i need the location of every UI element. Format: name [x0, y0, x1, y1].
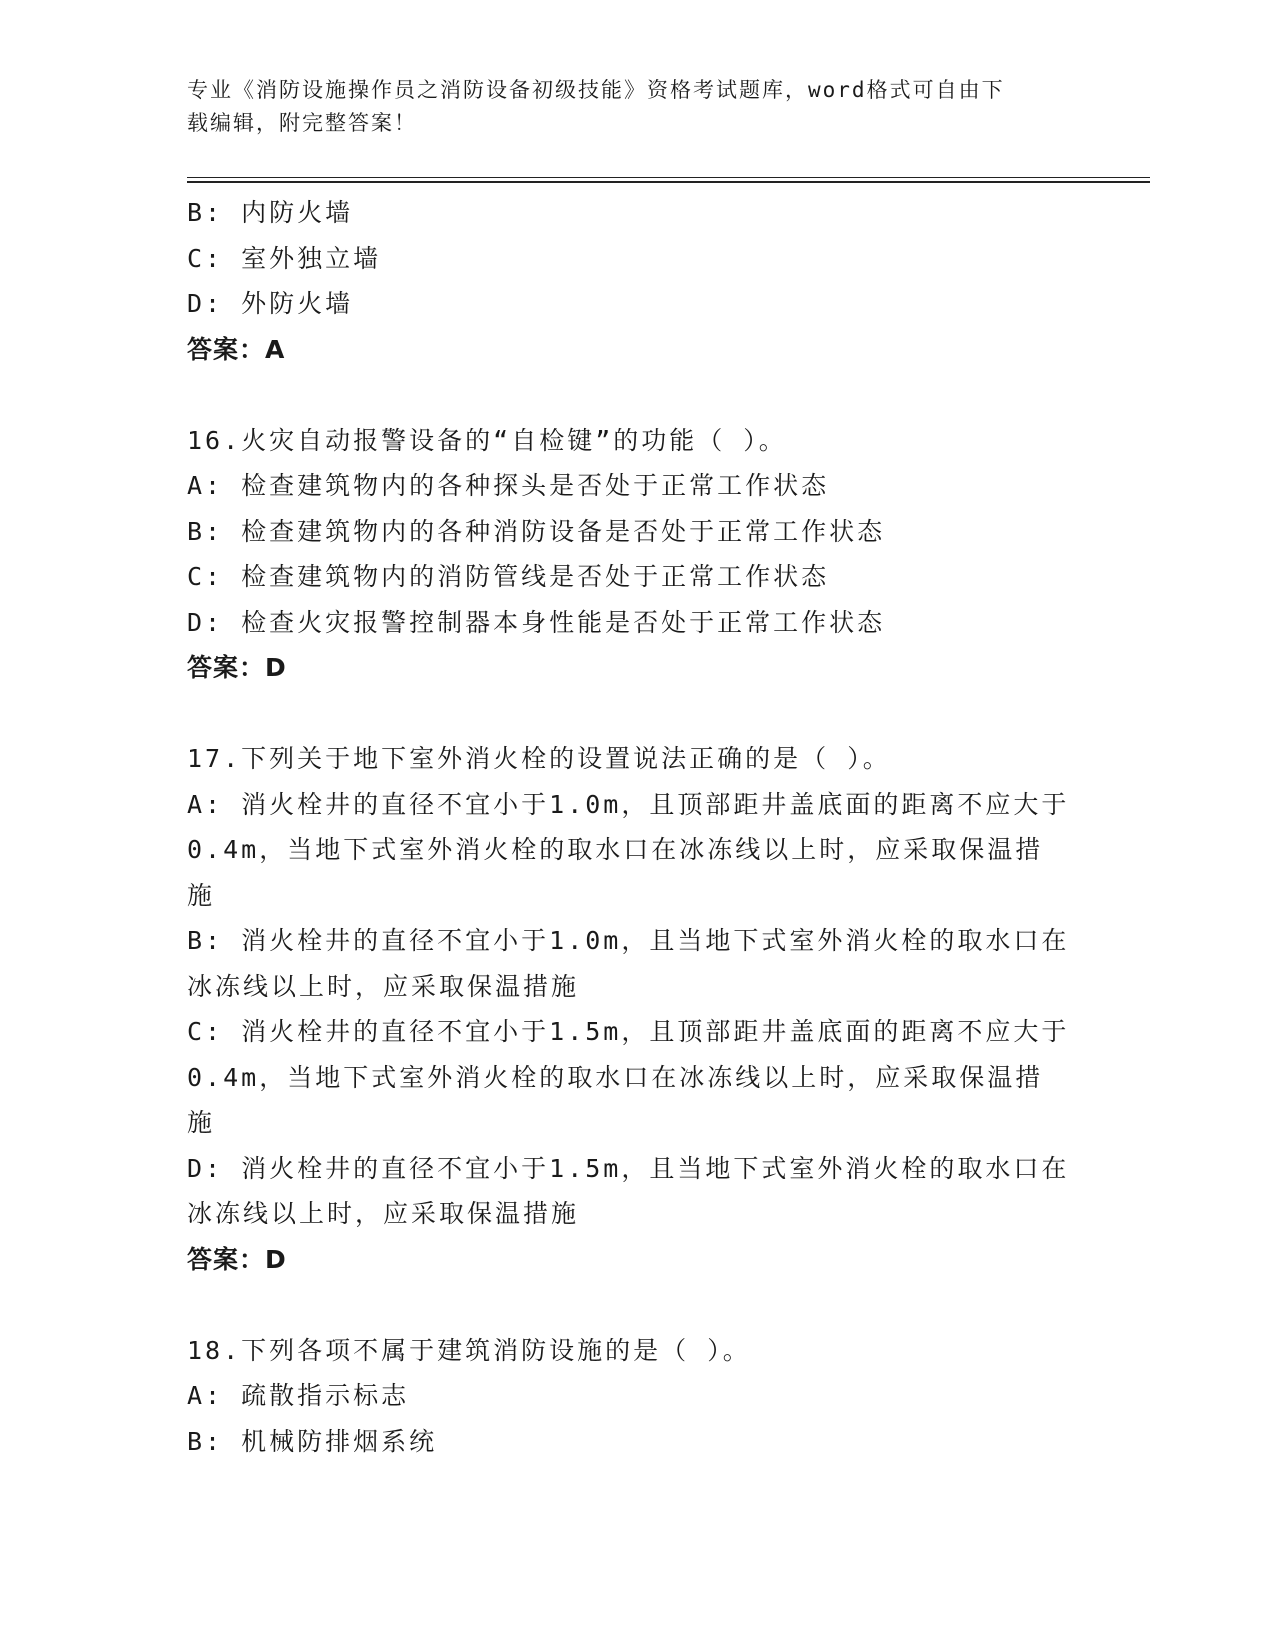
option-d: D: 外防火墙	[187, 289, 354, 318]
answer-line: 答案：D	[187, 1244, 287, 1274]
option-d: D: 检查火灾报警控制器本身性能是否处于正常工作状态	[187, 607, 886, 637]
header-divider-thin	[187, 177, 1150, 178]
option-b-line-2: 冰冻线以上时，应采取保温措施	[187, 971, 580, 1001]
answer-line: 答案：D	[187, 653, 287, 682]
question-text: 17.下列关于地下室外消火栓的设置说法正确的是（ ）。	[187, 744, 891, 773]
question-text: 16.火灾自动报警设备的“自检键”的功能（ ）。	[187, 425, 787, 455]
question-text: 18.下列各项不属于建筑消防设施的是（ ）。	[187, 1335, 751, 1365]
option-d-line-1: D: 消火栓井的直径不宜小于1.5m，且当地下式室外消火栓的取水口在	[187, 1153, 1070, 1183]
option-c-line-1: C: 消火栓井的直径不宜小于1.5m，且顶部距井盖底面的距离不应大于	[187, 1017, 1070, 1046]
option-b-line-1: B: 消火栓井的直径不宜小于1.0m，且当地下式室外消火栓的取水口在	[187, 926, 1070, 955]
option-a: A: 检查建筑物内的各种探头是否处于正常工作状态	[187, 471, 830, 500]
option-b: B: 检查建筑物内的各种消防设备是否处于正常工作状态	[187, 516, 886, 546]
header-divider-thick	[187, 181, 1150, 183]
header-line-1: 专业《消防设施操作员之消防设备初级技能》资格考试题库，word格式可自由下	[187, 78, 1005, 102]
option-c-line-2: 0.4m，当地下式室外消火栓的取水口在冰冻线以上时，应采取保温措	[187, 1062, 1044, 1092]
option-c: C: 检查建筑物内的消防管线是否处于正常工作状态	[187, 562, 830, 591]
option-d-line-2: 冰冻线以上时，应采取保温措施	[187, 1199, 580, 1228]
question-15-remainder	[187, 190, 1087, 372]
question-18	[187, 1328, 1087, 1465]
option-a: A: 疏散指示标志	[187, 1381, 410, 1410]
question-16	[187, 418, 1087, 691]
option-b: B: 内防火墙	[187, 198, 354, 227]
question-17	[187, 736, 1087, 1282]
option-a-line-2: 0.4m，当地下式室外消火栓的取水口在冰冻线以上时，应采取保温措	[187, 835, 1044, 864]
option-c: C: 室外独立墙	[187, 243, 382, 273]
header-line-2: 载编辑，附完整答案！	[187, 111, 417, 135]
document-header	[187, 74, 1087, 140]
spacer	[187, 691, 1087, 737]
answer-line: 答案：A	[187, 334, 286, 364]
option-a-line-1: A: 消火栓井的直径不宜小于1.0m，且顶部距井盖底面的距离不应大于	[187, 789, 1070, 819]
option-b: B: 机械防排烟系统	[187, 1426, 438, 1456]
spacer	[187, 1282, 1087, 1328]
question-list	[187, 190, 1087, 1464]
spacer	[187, 372, 1087, 418]
option-a-line-3: 施	[187, 880, 216, 910]
option-c-line-3: 施	[187, 1108, 216, 1137]
